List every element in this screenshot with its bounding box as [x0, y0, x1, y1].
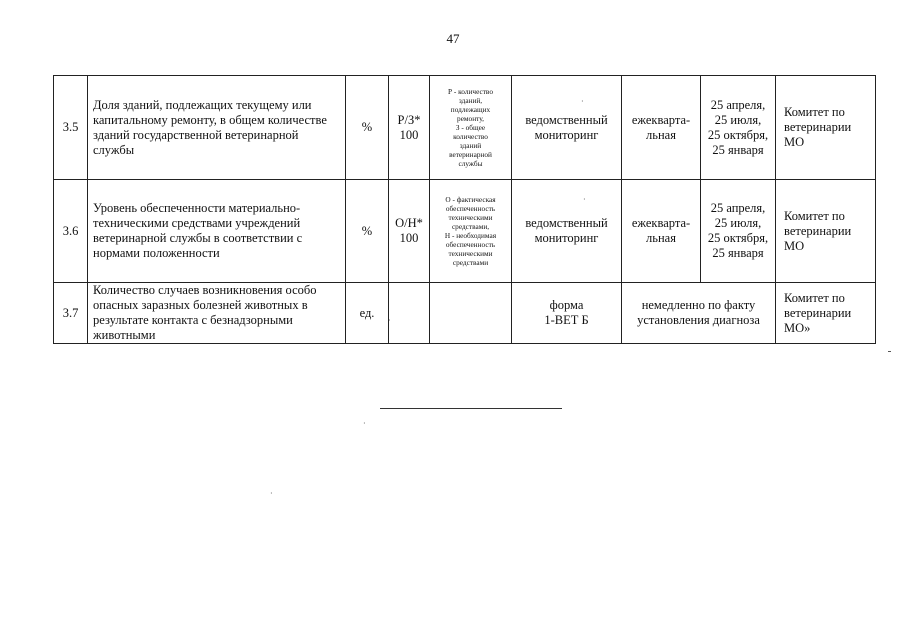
- indicator-name: Доля зданий, подлежащих текущему или капитальному ремонту, в общем количестве зданий государственной ветеринарной службы: [88, 76, 346, 180]
- deadlines: 25 апреля, 25 июля, 25 октября, 25 января: [701, 76, 776, 180]
- frequency: ежекварта- льная: [622, 180, 701, 283]
- indicator-name: Уровень обеспеченности материально-техническими средствами учреждений ветеринарной службы в соответствии с нормами положенности: [88, 180, 346, 283]
- row-number: 3.7: [54, 283, 88, 344]
- indicators-table: [53, 75, 876, 344]
- formula: О/Н* 100: [389, 180, 430, 283]
- scan-dot: ·: [388, 316, 391, 325]
- margin-mark: [888, 351, 891, 352]
- table-row: [54, 76, 876, 180]
- page-number: 47: [446, 31, 460, 46]
- row-number: 3.5: [54, 76, 88, 180]
- formula-description: О - фактическая обеспеченность техническими средствами, Н - необходимая обеспеченность техническими средствами: [430, 180, 512, 283]
- formula-description: Р - количество зданий, подлежащих ремонту, З - общее количество зданий ветеринарной службы: [430, 76, 512, 180]
- scan-dot: ·: [581, 97, 584, 106]
- scan-dot: ·: [363, 419, 366, 428]
- unit: ед.: [346, 283, 389, 344]
- closing-rule: [380, 408, 562, 409]
- data-source: ведомственный мониторинг: [512, 76, 622, 180]
- unit: %: [346, 76, 389, 180]
- scan-dot: ·: [583, 195, 586, 204]
- scan-dot: ·: [270, 489, 273, 498]
- formula: Р/З* 100: [389, 76, 430, 180]
- responsible: Комитет по ветеринарии МО»: [776, 283, 876, 344]
- unit: %: [346, 180, 389, 283]
- table-row: [54, 180, 876, 283]
- responsible: Комитет по ветеринарии МО: [776, 76, 876, 180]
- indicator-name: Количество случаев возникновения особо опасных заразных болезней животных в результате контакта с безнадзорными животными: [88, 283, 346, 344]
- deadlines: 25 апреля, 25 июля, 25 октября, 25 января: [701, 180, 776, 283]
- responsible: Комитет по ветеринарии МО: [776, 180, 876, 283]
- frequency-deadline-merged: немедленно по факту установления диагноза: [622, 283, 776, 344]
- frequency: ежекварта- льная: [622, 76, 701, 180]
- data-source: форма 1-ВЕТ Б: [512, 283, 622, 344]
- formula: [389, 283, 430, 344]
- table-row: [54, 283, 876, 344]
- data-source: ведомственный мониторинг: [512, 180, 622, 283]
- row-number: 3.6: [54, 180, 88, 283]
- formula-description: [430, 283, 512, 344]
